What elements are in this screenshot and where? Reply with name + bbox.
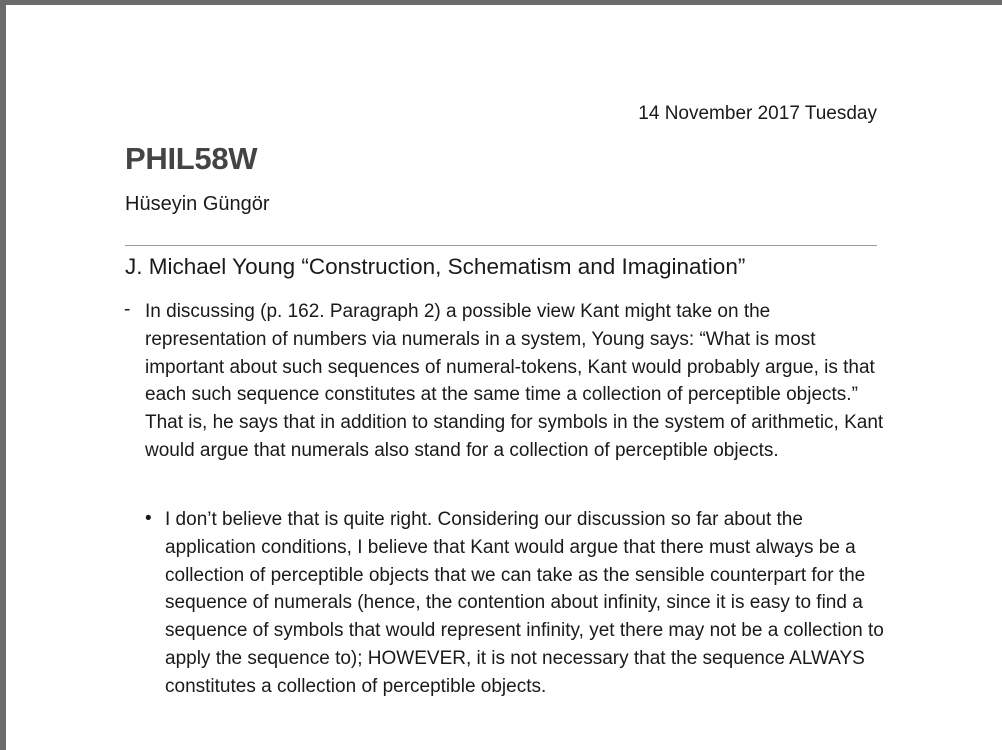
dash-marker: - [124, 299, 131, 320]
bullet-marker: • [145, 508, 152, 529]
section-heading: J. Michael Young “Construction, Schematism and Imagination” [125, 254, 746, 279]
document-date: 14 November 2017 Tuesday [638, 103, 877, 124]
document-page [6, 5, 1002, 750]
course-title: PHIL58W [125, 141, 258, 176]
author-name: Hüseyin Güngör [125, 193, 270, 215]
horizontal-divider [125, 245, 877, 246]
list-item-paragraph: In discussing (p. 162. Paragraph 2) a possible view Kant might take on the representation of numbers via numerals in a system, Young says: “What is most important about such sequences of numeral-tokens, Kant would probably argue, is that each such sequence constitutes at the same time a collection of perceptible objects.” That is, he says that in addition to standing for symbols in the system of arithmetic, Kant would argue that numerals also stand for a collection of perceptible objects. [145, 301, 884, 461]
bullet-paragraph: I don’t believe that is quite right. Considering our discussion so far about the application conditions, I believe that Kant would argue that there must always be a collection of perceptible objects that we can take as the sensible counterpart for the sequence of numerals (hence, the contention about infinity, since it is easy to find a sequence of symbols that would represent infinity, yet there may not be a collection to apply the sequence to); HOWEVER, it is not necessary that the sequence ALWAYS constitutes a collection of perceptible objects. [165, 509, 884, 697]
